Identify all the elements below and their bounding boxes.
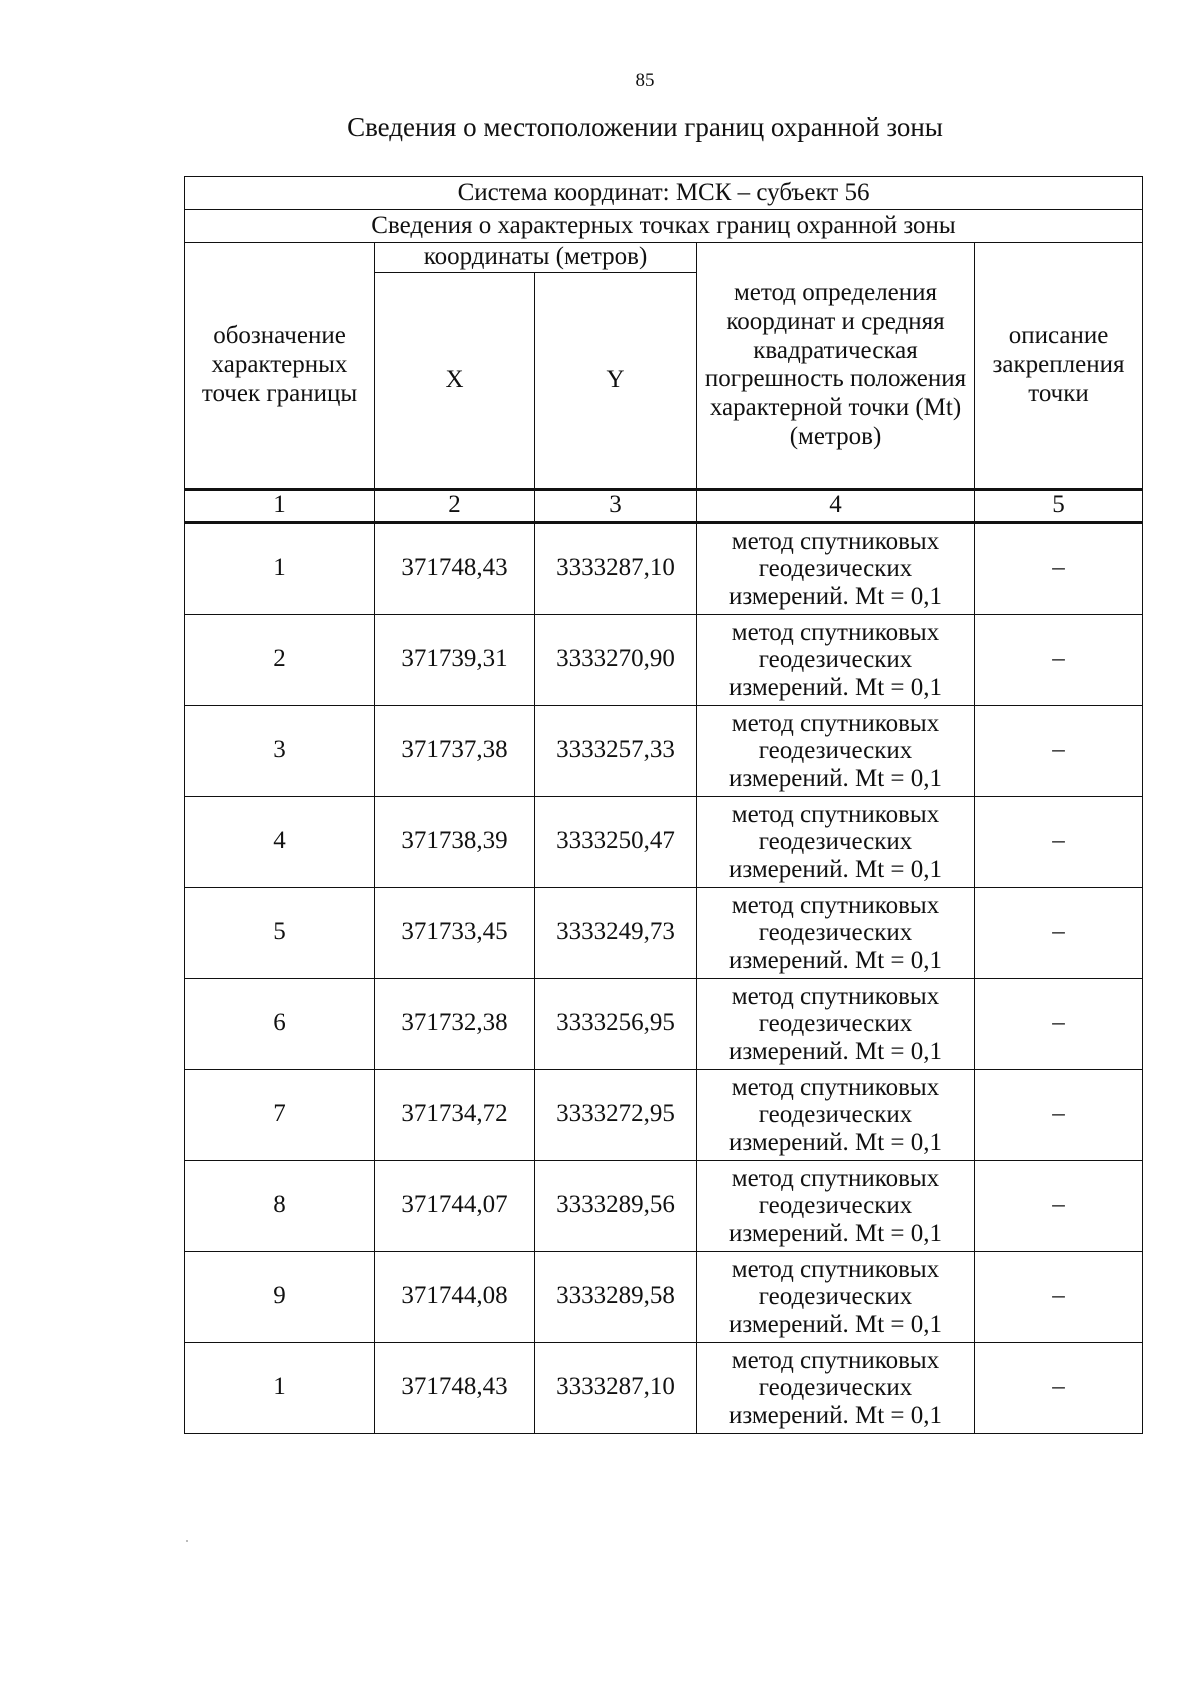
column-number: 3 xyxy=(535,489,697,522)
y-coordinate-cell: 3333257,33 xyxy=(535,705,697,796)
header-method: метод определения координат и средняя квадратическая погрешность положения характерной точки (Mt) (метров) xyxy=(697,243,975,490)
table-row xyxy=(185,887,1143,978)
fixing-description-cell: – xyxy=(975,1251,1143,1342)
fixing-description-cell: – xyxy=(975,705,1143,796)
fixing-description-cell: – xyxy=(975,522,1143,614)
x-coordinate-cell: 371739,31 xyxy=(375,614,535,705)
fixing-description-cell: – xyxy=(975,1160,1143,1251)
x-coordinate-cell: 371748,43 xyxy=(375,1342,535,1433)
fixing-description-cell: – xyxy=(975,1069,1143,1160)
table-body xyxy=(185,177,1143,523)
method-cell: метод спутниковых геодезических измерений. Mt = 0,1 xyxy=(697,705,975,796)
point-cell: 1 xyxy=(185,1342,375,1433)
table-row xyxy=(185,1160,1143,1251)
column-number: 5 xyxy=(975,489,1143,522)
point-cell: 9 xyxy=(185,1251,375,1342)
table-row xyxy=(185,522,1143,614)
x-coordinate-cell: 371744,07 xyxy=(375,1160,535,1251)
fixing-description-cell: – xyxy=(975,887,1143,978)
x-coordinate-cell: 371733,45 xyxy=(375,887,535,978)
fixing-description-cell: – xyxy=(975,1342,1143,1433)
x-coordinate-cell: 371744,08 xyxy=(375,1251,535,1342)
y-coordinate-cell: 3333270,90 xyxy=(535,614,697,705)
method-cell: метод спутниковых геодезических измерений. Mt = 0,1 xyxy=(697,1069,975,1160)
column-number: 1 xyxy=(185,489,375,522)
point-cell: 4 xyxy=(185,796,375,887)
y-coordinate-cell: 3333249,73 xyxy=(535,887,697,978)
scan-speck xyxy=(186,1540,188,1542)
column-number: 4 xyxy=(697,489,975,522)
method-cell: метод спутниковых геодезических измерений. Mt = 0,1 xyxy=(697,1251,975,1342)
method-cell: метод спутниковых геодезических измерений. Mt = 0,1 xyxy=(697,978,975,1069)
y-coordinate-cell: 3333287,10 xyxy=(535,1342,697,1433)
y-coordinate-cell: 3333289,58 xyxy=(535,1251,697,1342)
header-x: X xyxy=(375,272,535,489)
point-cell: 3 xyxy=(185,705,375,796)
point-cell: 5 xyxy=(185,887,375,978)
method-cell: метод спутниковых геодезических измерений. Mt = 0,1 xyxy=(697,796,975,887)
x-coordinate-cell: 371734,72 xyxy=(375,1069,535,1160)
point-cell: 7 xyxy=(185,1069,375,1160)
fixing-description-cell: – xyxy=(975,978,1143,1069)
header-coordinates: координаты (метров) xyxy=(375,243,697,273)
header-fixing-description: описание закрепления точки xyxy=(975,243,1143,490)
method-cell: метод спутниковых геодезических измерений. Mt = 0,1 xyxy=(697,522,975,614)
fixing-description-cell: – xyxy=(975,614,1143,705)
section-title-cell: Сведения о характерных точках границ охранной зоны xyxy=(185,210,1143,243)
point-cell: 2 xyxy=(185,614,375,705)
page-number: 85 xyxy=(635,70,655,91)
table-row xyxy=(185,614,1143,705)
x-coordinate-cell: 371738,39 xyxy=(375,796,535,887)
table-row xyxy=(185,1342,1143,1433)
y-coordinate-cell: 3333250,47 xyxy=(535,796,697,887)
point-cell: 8 xyxy=(185,1160,375,1251)
method-cell: метод спутниковых геодезических измерений. Mt = 0,1 xyxy=(697,887,975,978)
y-coordinate-cell: 3333272,95 xyxy=(535,1069,697,1160)
y-coordinate-cell: 3333256,95 xyxy=(535,978,697,1069)
y-coordinate-cell: 3333287,10 xyxy=(535,522,697,614)
data-rows xyxy=(185,522,1143,1433)
method-cell: метод спутниковых геодезических измерений. Mt = 0,1 xyxy=(697,1160,975,1251)
x-coordinate-cell: 371737,38 xyxy=(375,705,535,796)
table-row xyxy=(185,978,1143,1069)
x-coordinate-cell: 371732,38 xyxy=(375,978,535,1069)
coordinates-table xyxy=(184,176,1143,1434)
document-title: Сведения о местоположении границ охранной зоны xyxy=(347,112,943,142)
table-row xyxy=(185,705,1143,796)
y-coordinate-cell: 3333289,56 xyxy=(535,1160,697,1251)
method-cell: метод спутниковых геодезических измерений. Mt = 0,1 xyxy=(697,614,975,705)
header-row xyxy=(185,243,1143,273)
system-row xyxy=(185,177,1143,210)
column-number: 2 xyxy=(375,489,535,522)
x-coordinate-cell: 371748,43 xyxy=(375,522,535,614)
header-y: Y xyxy=(535,272,697,489)
table-row xyxy=(185,1251,1143,1342)
coordinate-system-cell: Система координат: МСК – субъект 56 xyxy=(185,177,1143,210)
column-number-row xyxy=(185,489,1143,522)
section-row xyxy=(185,210,1143,243)
point-cell: 1 xyxy=(185,522,375,614)
method-cell: метод спутниковых геодезических измерений. Mt = 0,1 xyxy=(697,1342,975,1433)
table-row xyxy=(185,796,1143,887)
table-row xyxy=(185,1069,1143,1160)
header-point-designation: обозначение характерных точек границы xyxy=(185,243,375,490)
fixing-description-cell: – xyxy=(975,796,1143,887)
point-cell: 6 xyxy=(185,978,375,1069)
